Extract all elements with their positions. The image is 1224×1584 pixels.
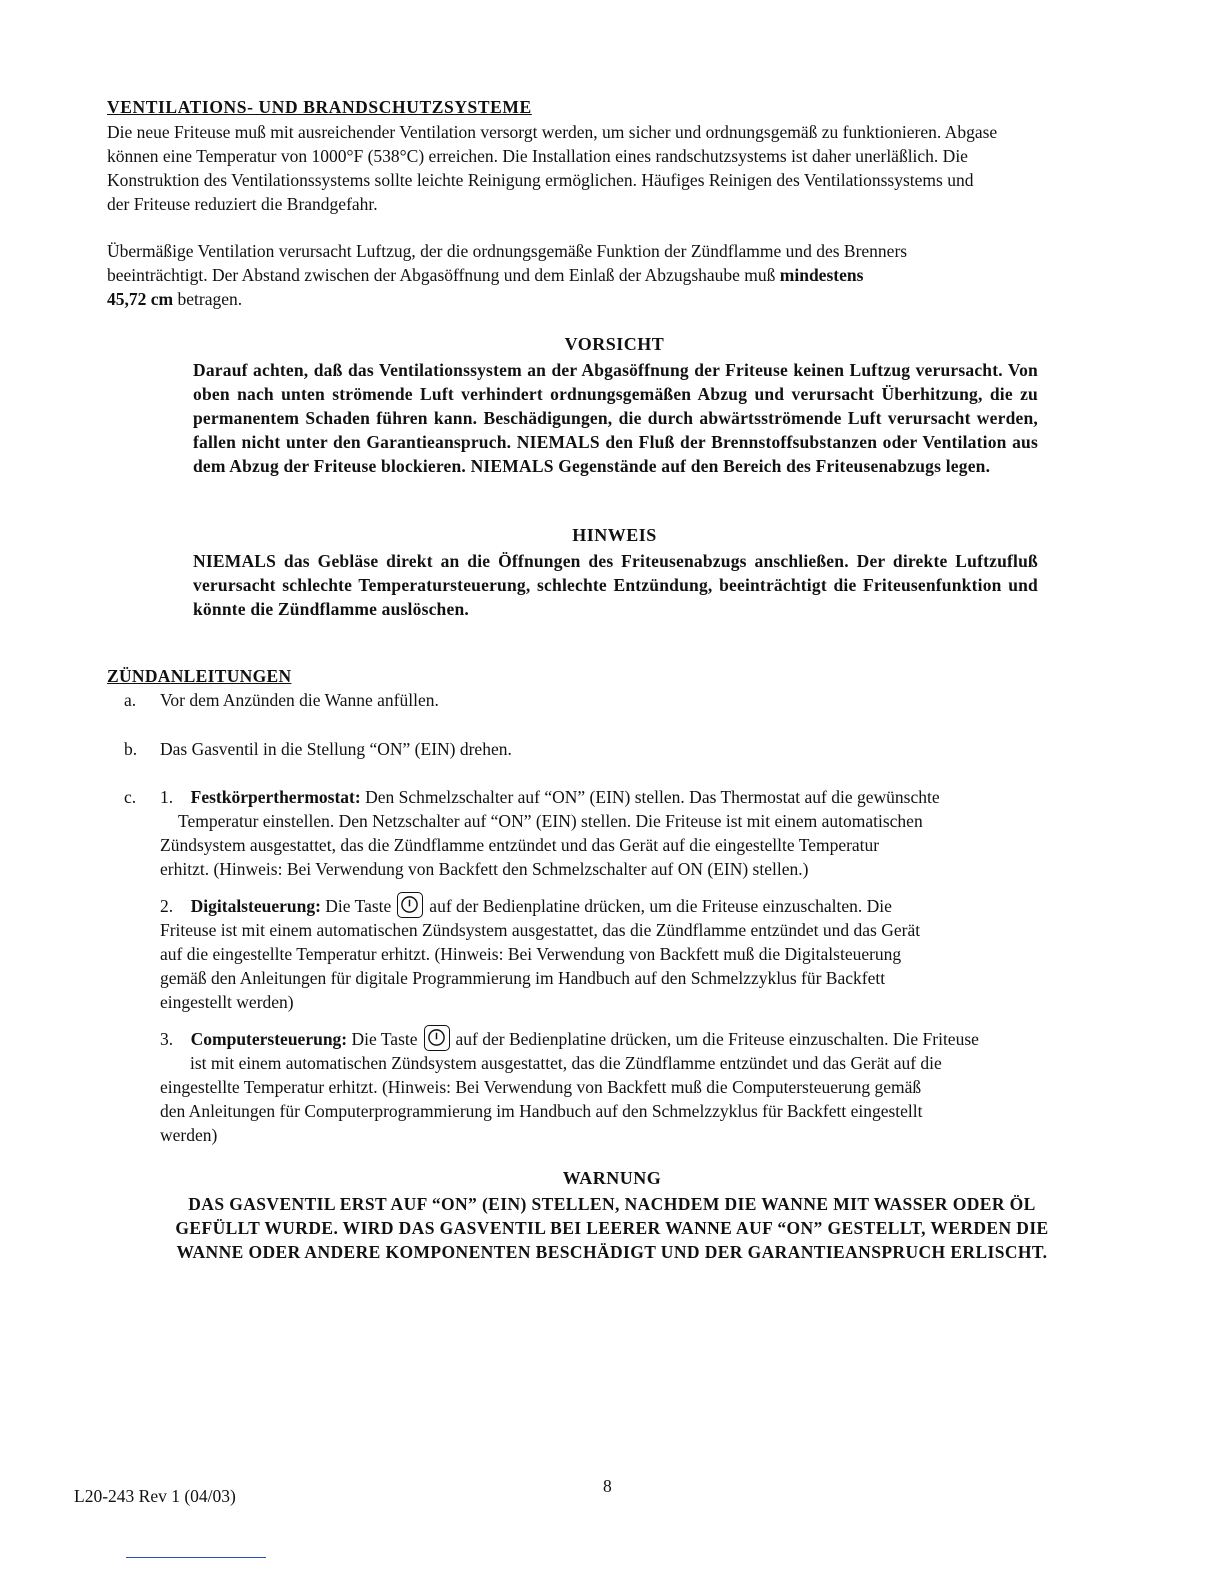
text-line: auf die eingestellte Temperatur erhitzt. (Hinweis: Bei Verwendung von Backfett muß die Digitalsteuerung bbox=[160, 944, 902, 964]
section-heading-ventilation: VENTILATIONS- UND BRANDSCHUTZSYSTEME bbox=[107, 97, 532, 117]
text-line: Konstruktion des Ventilationssystems sollte leichte Reinigung ermöglichen. Häufiges Reinigen des Ventilationssystems und bbox=[107, 170, 974, 190]
list-item-a: Vor dem Anzünden die Wanne anfüllen. bbox=[160, 690, 439, 710]
caution-text: Darauf achten, daß das Ventilationssystem an der Abgasöffnung der Friteuse keinen Luftzug verursacht. Von oben nach unten strömende Luft verhindert ordnungsgemäßen Abzug und verursacht Überhitzung, die zu permanentem Schaden führen kann. Beschädigungen, die durch abwärtsströmende Luft verursacht werden, fallen nicht unter den Garantieanspruch. NIEMALS den Fluß der Brennstoffsubstanzen oder Ventilation aus dem Abzug der Friteuse blockieren. NIEMALS Gegenstände auf den Bereich des Friteusenabzugs legen. bbox=[193, 360, 1038, 476]
sub-title-solid-state-thermostat: Festkörperthermostat: bbox=[190, 787, 361, 807]
list-item-b: Das Gasventil in die Stellung “ON” (EIN) drehen. bbox=[160, 739, 512, 759]
text-line: gemäß den Anleitungen für digitale Programmierung im Handbuch auf den Schmelzzyklus für Backfett bbox=[160, 968, 886, 988]
text-line: können eine Temperatur von 1000°F (538°C) erreichen. Die Installation eines randschutzsystems ist daher unerläßlich. Die bbox=[107, 146, 968, 166]
text-line bbox=[160, 785, 1060, 809]
emphasis-distance: 45,72 cm bbox=[107, 289, 174, 309]
sub-number: 2. bbox=[160, 896, 174, 916]
emphasis-mindestens: mindestens bbox=[779, 265, 864, 285]
list-item-c3 bbox=[160, 1025, 1080, 1147]
text-segment: auf der Bedienplatine drücken, um die Friteuse einzuschalten. Die bbox=[429, 896, 892, 916]
power-icon bbox=[397, 892, 423, 918]
page-number: 8 bbox=[603, 1476, 612, 1496]
ventilation-paragraph-2 bbox=[107, 239, 1137, 311]
sub-title-computer-control: Computersteuerung: bbox=[190, 1029, 348, 1049]
power-icon bbox=[424, 1025, 450, 1051]
text-line: ist mit einem automatischen Zündsystem ausgestattet, das die Zündflamme entzündet und das Gerät auf die bbox=[190, 1053, 942, 1073]
sub-number: 1. bbox=[160, 787, 174, 807]
text-line: den Anleitungen für Computerprogrammierung im Handbuch auf den Schmelzzyklus für Backfett eingestellt bbox=[160, 1101, 923, 1121]
list-label-b: b. bbox=[124, 739, 138, 759]
text-line: eingestellte Temperatur erhitzt. (Hinweis: Bei Verwendung von Backfett muß die Computersteuerung gemäß bbox=[160, 1077, 922, 1097]
text-segment: betragen. bbox=[173, 289, 243, 309]
text-segment: Die Taste bbox=[347, 1029, 418, 1049]
text-line bbox=[160, 1025, 1080, 1051]
document-id: L20-243 Rev 1 (04/03) bbox=[74, 1486, 236, 1506]
text-line: der Friteuse reduziert die Brandgefahr. bbox=[107, 194, 378, 214]
caution-title: VORSICHT bbox=[564, 334, 665, 354]
text-line: Zündsystem ausgestattet, das die Zündflamme entzündet und das Gerät auf die eingestellte Temperatur bbox=[160, 835, 880, 855]
text-segment: Die Taste bbox=[320, 896, 392, 916]
list-item-c2 bbox=[160, 892, 1060, 1014]
sub-number: 3. bbox=[160, 1029, 174, 1049]
warning-line: DAS GASVENTIL ERST AUF “ON” (EIN) STELLEN, NACHDEM DIE WANNE MIT WASSER ODER ÖL bbox=[188, 1194, 1036, 1214]
text-line: Friteuse ist mit einem automatischen Zündsystem ausgestattet, das die Zündflamme entzündet und das Gerät bbox=[160, 920, 921, 940]
text-segment: Den Schmelzschalter auf “ON” (EIN) stellen. Das Thermostat auf die gewünschte bbox=[360, 787, 940, 807]
footer-rule bbox=[126, 1557, 266, 1558]
note-title: HINWEIS bbox=[572, 525, 657, 545]
list-label-c: c. bbox=[124, 787, 137, 807]
text-line: Die neue Friteuse muß mit ausreichender Ventilation versorgt werden, um sicher und ordnungsgemäß zu funktionieren. Abgase bbox=[107, 122, 998, 142]
text-segment: auf der Bedienplatine drücken, um die Friteuse einzuschalten. Die Friteuse bbox=[455, 1029, 979, 1049]
text-line: erhitzt. (Hinweis: Bei Verwendung von Backfett den Schmelzschalter auf ON (EIN) stellen.) bbox=[160, 859, 809, 879]
text-line bbox=[107, 263, 1137, 287]
list-label-a: a. bbox=[124, 690, 137, 710]
text-line: Übermäßige Ventilation verursacht Luftzug, der die ordnungsgemäße Funktion der Zündflamme und des Brenners bbox=[107, 241, 908, 261]
ventilation-paragraph-1 bbox=[107, 120, 1137, 216]
text-line bbox=[107, 287, 1137, 311]
text-line: eingestellt werden) bbox=[160, 992, 294, 1012]
warning-text bbox=[60, 1192, 1164, 1264]
list-item-c1 bbox=[160, 785, 1060, 881]
warning-line: WANNE ODER ANDERE KOMPONENTEN BESCHÄDIGT UND DER GARANTIEANSPRUCH ERLISCHT. bbox=[176, 1242, 1048, 1262]
warning-line: GEFÜLLT WURDE. WIRD DAS GASVENTIL BEI LEERER WANNE AUF “ON” GESTELLT, WERDEN DIE bbox=[175, 1218, 1049, 1238]
text-line bbox=[160, 892, 1060, 918]
note-text: NIEMALS das Gebläse direkt an die Öffnungen des Friteusenabzugs anschließen. Der direkte Luftzufluß verursacht schlechte Temperatursteuerung, schlechte Entzündung, beeinträchtigt die Friteusenfunktion und könnte die Zündflamme auslöschen. bbox=[193, 551, 1038, 619]
text-segment: beeinträchtigt. Der Abstand zwischen der Abgasöffnung und dem Einlaß der Abzugshaube muß bbox=[107, 265, 780, 285]
text-line: Temperatur einstellen. Den Netzschalter auf “ON” (EIN) stellen. Die Friteuse ist mit einem automatischen bbox=[178, 811, 923, 831]
sub-title-digital-control: Digitalsteuerung: bbox=[190, 896, 321, 916]
text-line: werden) bbox=[160, 1125, 218, 1145]
section-heading-ignition: ZÜNDANLEITUNGEN bbox=[107, 666, 292, 686]
warning-title: WARNUNG bbox=[562, 1168, 662, 1188]
